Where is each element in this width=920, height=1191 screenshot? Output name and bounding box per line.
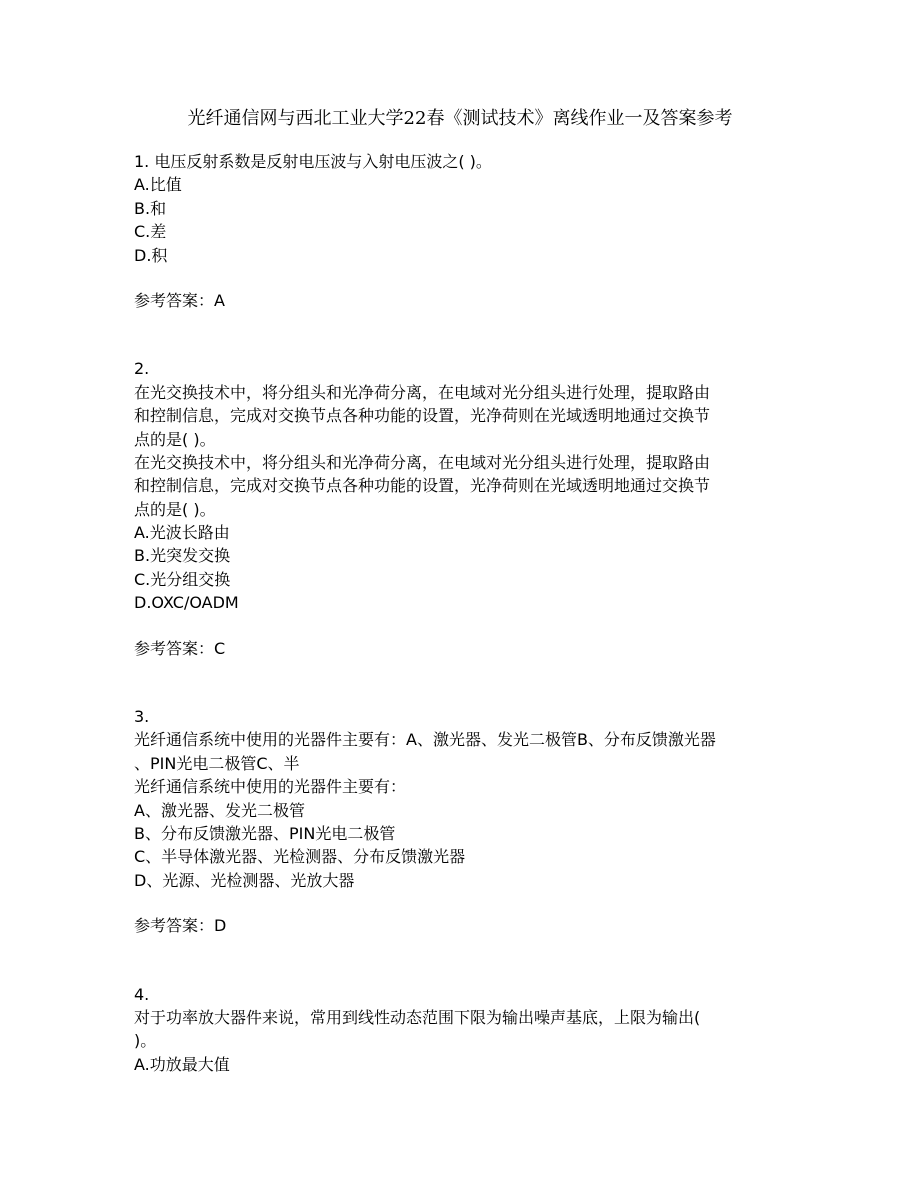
question-1-option-d: D.积 <box>134 245 168 265</box>
question-4-stem-line: 对于功率放大器件来说，常用到线性动态范围下限为输出噪声基底，上限为输出( <box>134 1007 701 1027</box>
question-2-option-b: B.光突发交换 <box>134 546 231 566</box>
question-1-answer: 参考答案：A <box>134 290 225 310</box>
question-2 <box>134 357 790 660</box>
question-3-number: 3. <box>134 707 150 727</box>
question-3-stem-line: 、PIN光电二极管C、半 <box>134 753 300 773</box>
question-spacer <box>134 938 790 983</box>
question-3-answer: 参考答案：D <box>134 916 227 936</box>
question-2-option-d: D.OXC/OADM <box>134 593 239 613</box>
document-title: 光纤通信网与西北工业大学22春《测试技术》离线作业一及答案参考 <box>187 108 733 129</box>
question-list <box>134 150 790 1076</box>
question-2-number: 2. <box>134 359 150 379</box>
question-1-option-c: C.差 <box>134 222 167 242</box>
question-2-option-a: A.光波长路由 <box>134 523 230 543</box>
question-4-option-a: A.功放最大值 <box>134 1054 230 1074</box>
question-3-option-c: C、半导体激光器、光检测器、分布反馈激光器 <box>134 847 466 867</box>
question-2-answer: 参考答案：C <box>134 638 226 658</box>
question-4-stem-line: )。 <box>134 1031 157 1051</box>
question-2-option-c: C.光分组交换 <box>134 569 231 589</box>
question-3-option-d: D、光源、光检测器、光放大器 <box>134 870 355 890</box>
question-2-stem-line: 点的是( )。 <box>134 429 216 449</box>
question-spacer <box>134 660 790 705</box>
question-2-stem-line: 在光交换技术中，将分组头和光净荷分离，在电域对光分组头进行处理，提取路由 <box>134 452 711 472</box>
question-2-stem-line: 和控制信息，完成对交换节点各种功能的设置，光净荷则在光域透明地通过交换节 <box>134 406 711 426</box>
question-1-option-a: A.比值 <box>134 175 182 195</box>
question-1 <box>134 150 790 312</box>
question-2-stem-line: 点的是( )。 <box>134 499 216 519</box>
question-3-option-b: B、分布反馈激光器、PIN光电二极管 <box>134 823 396 843</box>
question-3-stem-line: 光纤通信系统中使用的光器件主要有： <box>134 777 407 797</box>
question-4-number: 4. <box>134 984 150 1004</box>
question-2-stem-line: 和控制信息，完成对交换节点各种功能的设置，光净荷则在光域透明地通过交换节 <box>134 476 711 496</box>
question-3-stem-line: 光纤通信系统中使用的光器件主要有：A、激光器、发光二极管B、分布反馈激光器 <box>134 730 716 750</box>
question-2-stem-line: 在光交换技术中，将分组头和光净荷分离，在电域对光分组头进行处理，提取路由 <box>134 382 711 402</box>
question-4 <box>134 983 790 1077</box>
question-1-option-b: B.和 <box>134 198 167 218</box>
question-spacer <box>134 312 790 357</box>
question-3 <box>134 705 790 938</box>
question-1-stem: 1. 电压反射系数是反射电压波与入射电压波之( )。 <box>134 152 492 171</box>
question-3-option-a: A、激光器、发光二极管 <box>134 800 305 820</box>
